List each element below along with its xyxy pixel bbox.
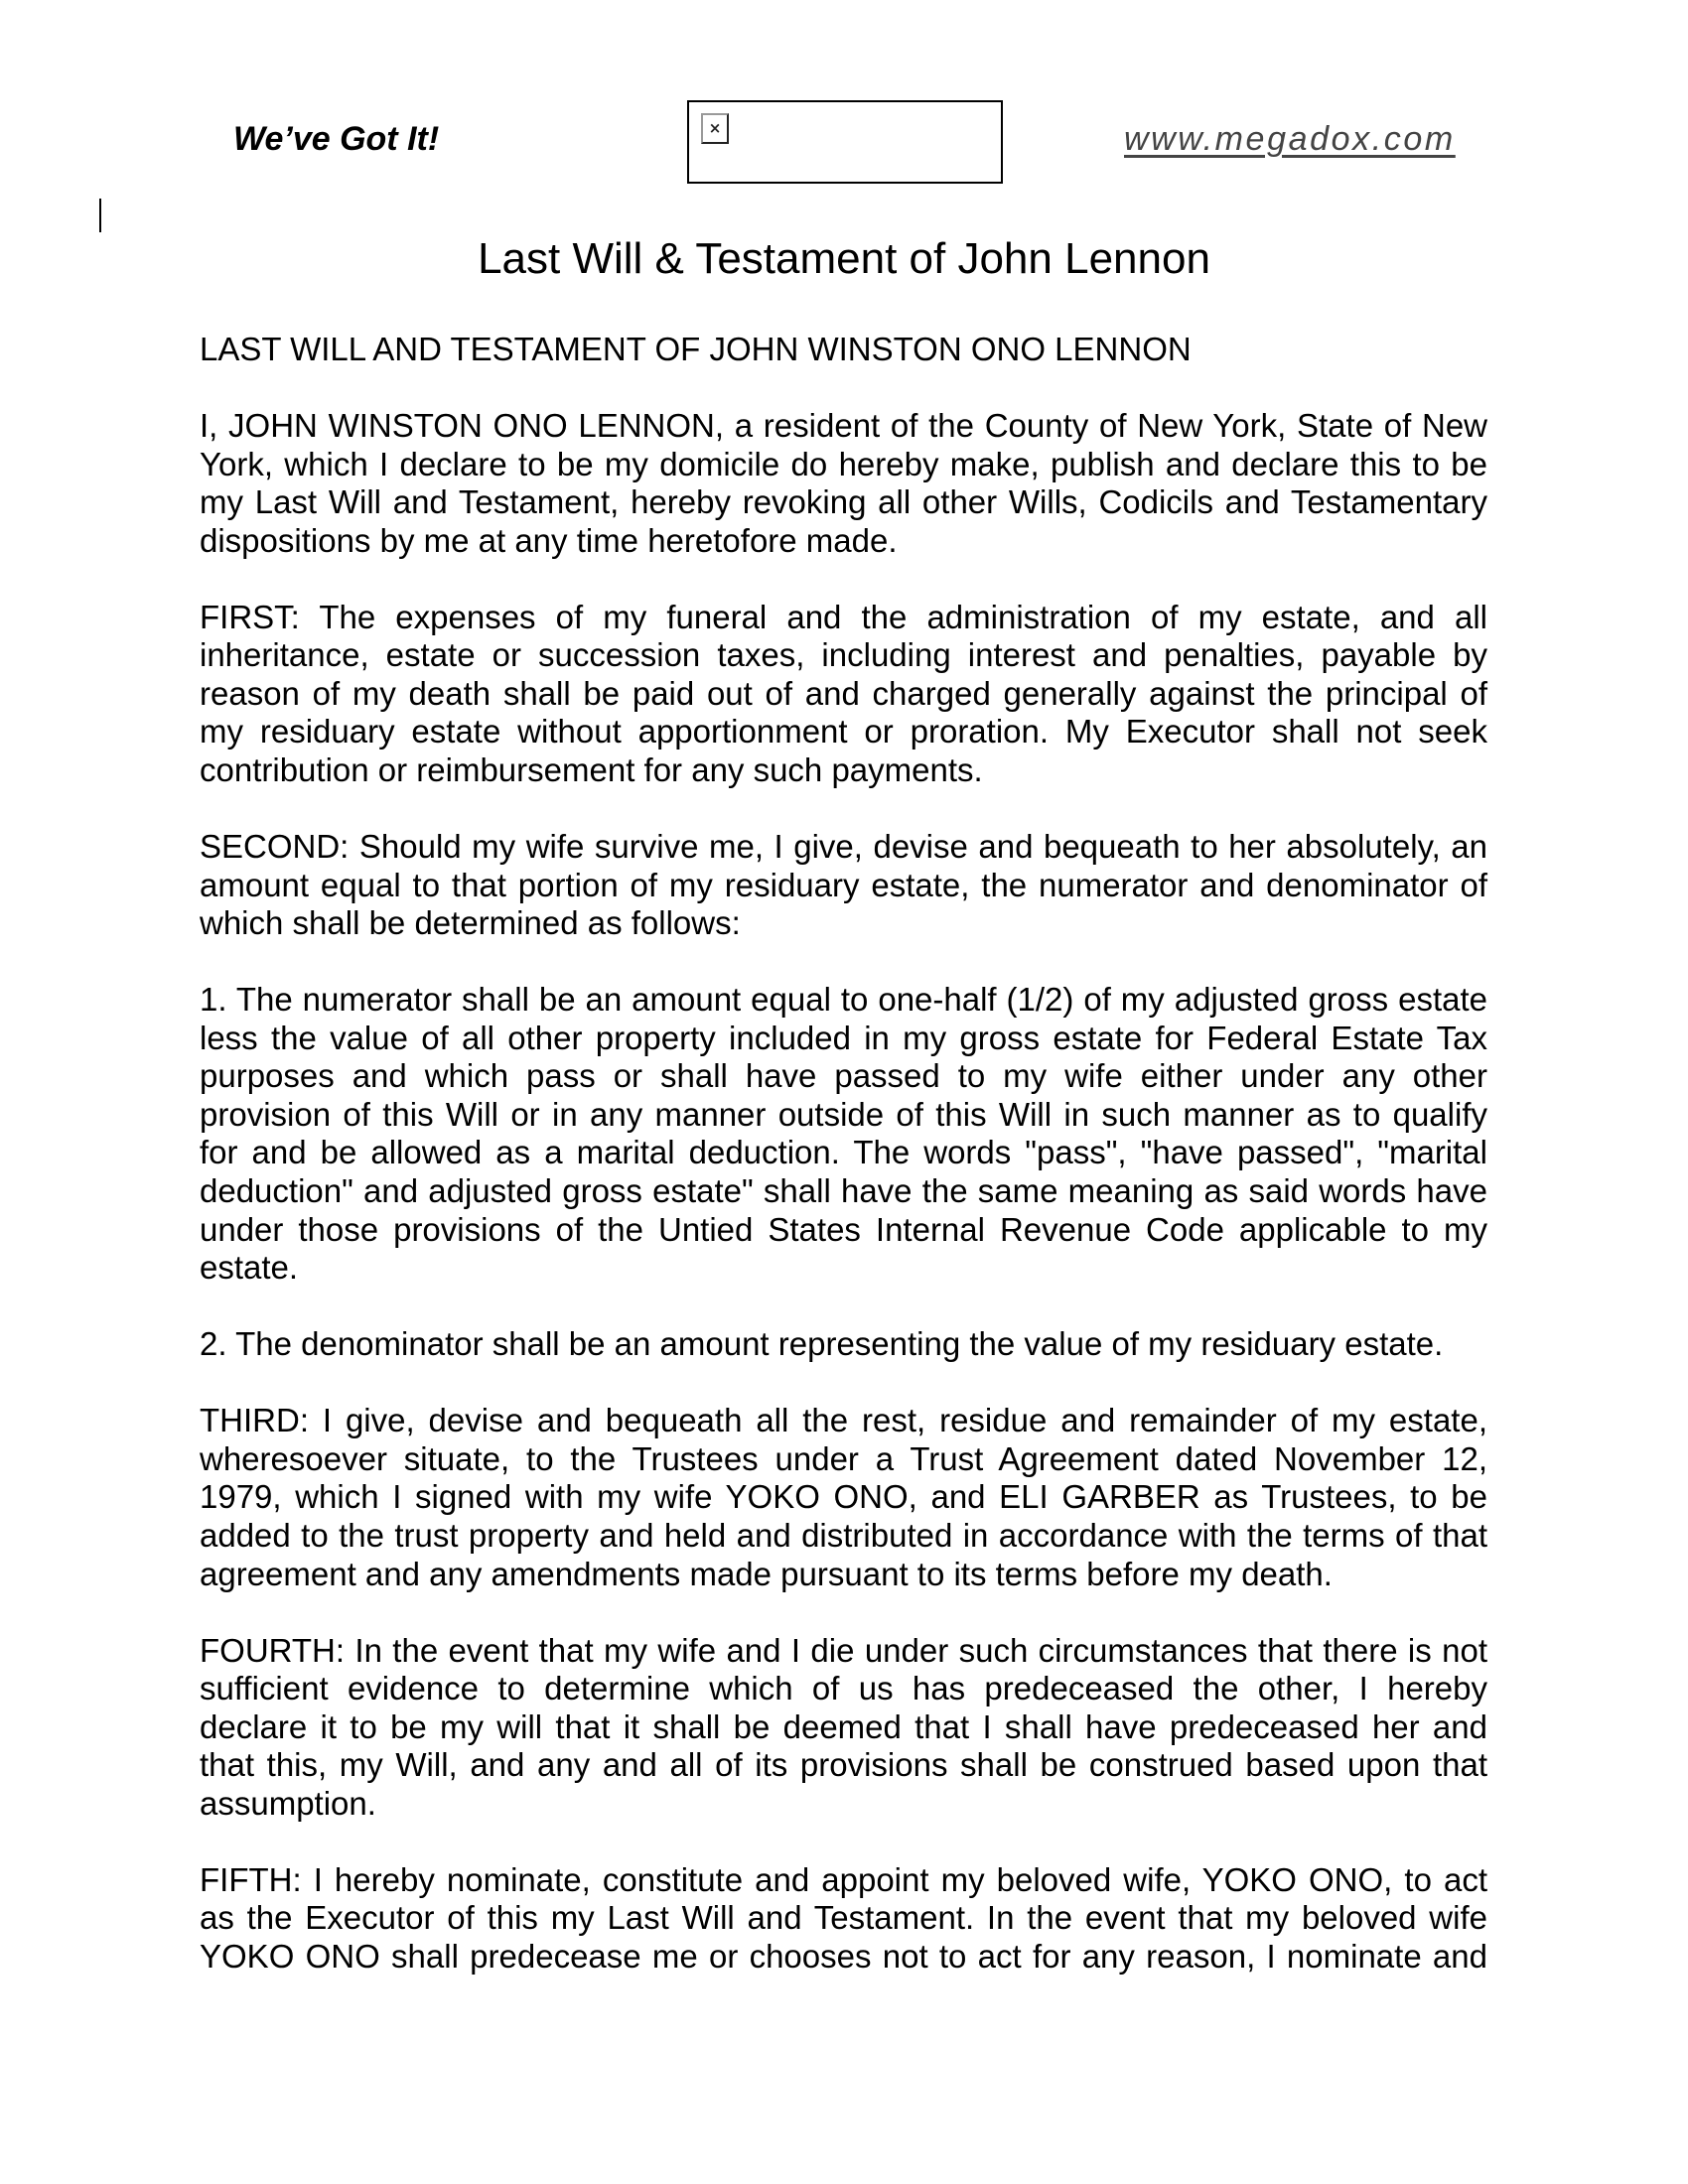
broken-image-icon: ×	[701, 113, 729, 144]
document-heading	[200, 331, 1487, 369]
paragraph-second	[200, 828, 1487, 943]
paragraph-first	[200, 599, 1487, 790]
paragraph-line: FIFTH: I hereby nominate, constitute and appoint my beloved wife, YOKO ONO, to act	[200, 1860, 1487, 1898]
paragraph-line: agreement and any amendments made pursuant to its terms before my death.	[200, 1555, 1333, 1592]
paragraph-line: 1979, which I signed with my wife YOKO ONO, and ELI GARBER as Trustees, to be	[200, 1478, 1487, 1516]
paragraph-line: dispositions by me at any time heretofore made.	[200, 521, 898, 559]
paragraph-line: added to the trust property and held and distributed in accordance with the terms of that	[200, 1516, 1487, 1554]
paragraph-line: York, which I declare to be my domicile do hereby make, publish and declare this to be	[200, 445, 1487, 482]
paragraph-fourth	[200, 1632, 1487, 1824]
paragraph-line: I, JOHN WINSTON ONO LENNON, a resident of the County of New York, State of New	[200, 407, 1487, 445]
paragraph-line: amount equal to that portion of my residuary estate, the numerator and denominator of	[200, 866, 1487, 903]
paragraph-numerator	[200, 981, 1487, 1287]
paragraph-line: which shall be determined as follows:	[200, 904, 741, 942]
paragraph-line: my residuary estate without apportionment or proration. My Executor shall not seek	[200, 713, 1487, 751]
paragraph-line: SECOND: Should my wife survive me, I give, devise and bequeath to her absolutely, an	[200, 828, 1487, 866]
paragraph-line: sufficient evidence to determine which of us has predeceased the other, I hereby	[200, 1670, 1487, 1707]
paragraph-declaration	[200, 407, 1487, 560]
logo-placeholder-box	[687, 100, 1003, 184]
paragraph-line: YOKO ONO shall predecease me or chooses not to act for any reason, I nominate and	[200, 1937, 1487, 1975]
paragraph-line: under those provisions of the Untied States Internal Revenue Code applicable to my	[200, 1210, 1487, 1248]
paragraph-line: assumption.	[200, 1784, 376, 1822]
paragraph-line: my Last Will and Testament, hereby revoking all other Wills, Codicils and Testamentary	[200, 483, 1487, 521]
paragraph-fifth	[200, 1861, 1487, 1977]
paragraph-line: contribution or reimbursement for any such payments.	[200, 751, 983, 789]
document-title: Last Will & Testament of John Lennon	[478, 234, 1210, 283]
site-link[interactable]: www.megadox.com	[1124, 120, 1456, 158]
paragraph-line: 1. The numerator shall be an amount equal to one-half (1/2) of my adjusted gross estate	[200, 981, 1487, 1019]
paragraph-line: THIRD: I give, devise and bequeath all the rest, residue and remainder of my estate,	[200, 1402, 1487, 1439]
paragraph-line: less the value of all other property included in my gross estate for Federal Estate Tax	[200, 1019, 1487, 1056]
tagline: We’ve Got It!	[233, 120, 440, 158]
paragraph-line: wheresoever situate, to the Trustees under a Trust Agreement dated November 12,	[200, 1439, 1487, 1477]
paragraph-line: that this, my Will, and any and all of its provisions shall be construed based upon that	[200, 1746, 1487, 1784]
paragraph-line: FOURTH: In the event that my wife and I die under such circumstances that there is not	[200, 1631, 1487, 1669]
paragraph-line: purposes and which pass or shall have passed to my wife either under any other	[200, 1057, 1487, 1095]
paragraph-line: reason of my death shall be paid out of and charged generally against the principal of	[200, 674, 1487, 712]
paragraph-line: estate.	[200, 1249, 299, 1287]
paragraph-line: 2. The denominator shall be an amount representing the value of my residuary estate.	[200, 1325, 1444, 1363]
paragraph-line: provision of this Will or in any manner outside of this Will in such manner as to qualify	[200, 1095, 1487, 1133]
paragraph-line: deduction" and adjusted gross estate" shall have the same meaning as said words have	[200, 1172, 1487, 1210]
paragraph-line: as the Executor of this my Last Will and Testament. In the event that my beloved wife	[200, 1899, 1487, 1937]
document-body	[200, 331, 1487, 2014]
paragraph-line: for and be allowed as a marital deduction. The words "pass", "have passed", "marital	[200, 1134, 1487, 1171]
paragraph-line: FIRST: The expenses of my funeral and the administration of my estate, and all	[200, 598, 1487, 635]
text-cursor	[99, 199, 101, 232]
paragraph-third	[200, 1402, 1487, 1593]
heading-line: LAST WILL AND TESTAMENT OF JOHN WINSTON ONO LENNON	[200, 331, 1192, 367]
paragraph-denominator	[200, 1325, 1487, 1364]
paragraph-line: inheritance, estate or succession taxes, including interest and penalties, payable by	[200, 636, 1487, 674]
paragraph-line: declare it to be my will that it shall be deemed that I shall have predeceased her and	[200, 1707, 1487, 1745]
